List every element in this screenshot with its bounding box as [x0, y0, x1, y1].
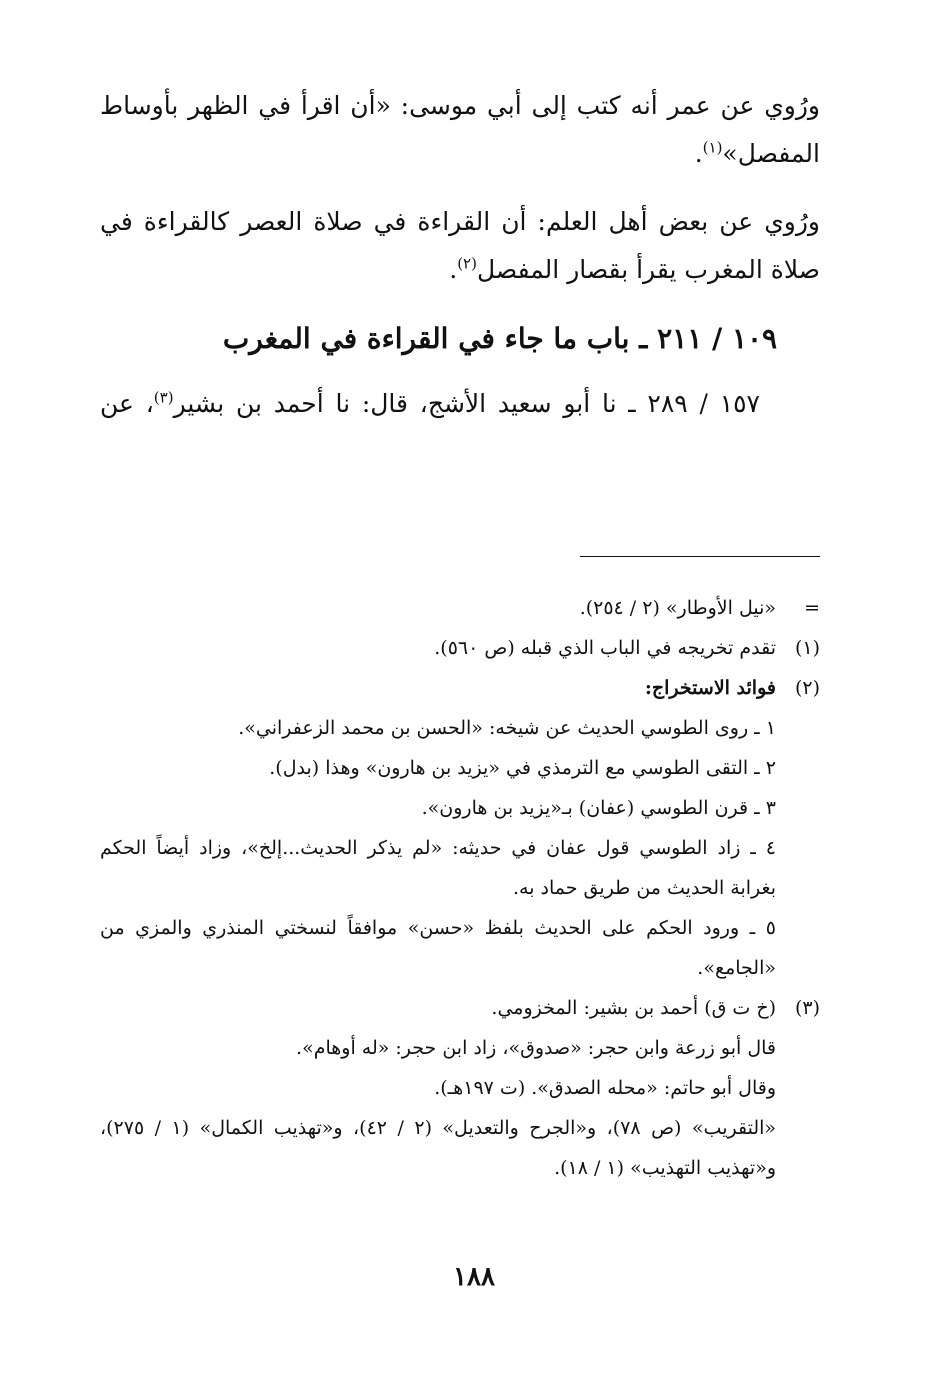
footnotes — [100, 588, 820, 1188]
hadith-opening — [100, 380, 820, 428]
footnote-2-number: (٢) — [794, 677, 820, 699]
paragraph-1-text: ورُوي عن عمر أنه كتب إلى أبي موسى: «أن اقرأ في الظهر بأوساط المفصل» — [100, 91, 820, 168]
continuation-text: «نيل الأوطار» (٢ / ٢٥٤). — [579, 597, 776, 619]
footnote-2-title: فوائد الاستخراج: — [644, 677, 776, 699]
footnote-1-text: تقدم تخريجه في الباب الذي قبله (ص ٥٦٠). — [434, 637, 776, 659]
hadith-tail: ، عن — [100, 389, 154, 418]
footnote-3-line-1: (خ ت ق) أحمد بن بشير: المخزومي. — [491, 997, 776, 1019]
footnote-1-number: (١) — [794, 637, 820, 659]
footnote-2-item-4 — [100, 828, 820, 908]
footnote-3-line-4: «التقريب» (ص ٧٨)، و«الجرح والتعديل» (٢ / ٤٢)، و«تهذيب الكمال» (١ / ٢٧٥)، و«تهذيب التهذيب» (١ / ١٨). — [100, 1117, 777, 1179]
footnote-2-item-4-text: ٤ ـ زاد الطوسي قول عفان في حديثه: «لم يذكر الحديث...إلخ»، وزاد أيضاً الحكم بغرابة الحديث من طريق حماد به. — [100, 837, 776, 899]
paragraph-1 — [100, 82, 820, 178]
paragraph-2-end: . — [449, 255, 458, 284]
footnote-separator — [580, 556, 820, 557]
main-text — [100, 82, 820, 428]
footnote-3-line-2: قال أبو زرعة وابن حجر: «صدوق»، زاد ابن حجر: «له أوهام». — [296, 1037, 776, 1059]
footnote-ref-2: (٢) — [457, 254, 477, 273]
footnote-continuation — [100, 588, 820, 628]
footnote-3 — [100, 988, 820, 1028]
continuation-mark: = — [804, 597, 820, 619]
footnote-1 — [100, 628, 820, 668]
footnote-3-line-3: وقال أبو حاتم: «محله الصدق». (ت ١٩٧هـ). — [434, 1077, 776, 1099]
footnote-2 — [100, 668, 820, 708]
paragraph-2 — [100, 198, 820, 294]
footnote-2-item-2: ٢ ـ التقى الطوسي مع الترمذي في «يزيد بن هارون» وهذا (بدل). — [269, 757, 776, 779]
footnote-2-item-3: ٣ ـ قرن الطوسي (عفان) بـ«يزيد بن هارون». — [421, 797, 776, 819]
footnote-2-item-5 — [100, 908, 820, 988]
footnote-ref-3: (٣) — [153, 388, 174, 407]
hadith-text: ١٥٧ / ٢٨٩ ـ نا أبو سعيد الأشج، قال: نا أحمد بن بشير — [173, 389, 760, 418]
footnote-2-item-1: ١ ـ روى الطوسي الحديث عن شيخه: «الحسن بن محمد الزعفراني». — [238, 717, 776, 739]
paragraph-2-text: ورُوي عن بعض أهل العلم: أن القراءة في صلاة العصر كالقراءة في صلاة المغرب يقرأ بقصار المفصل — [100, 207, 820, 284]
paragraph-1-end: . — [694, 139, 703, 168]
chapter-heading: ١٠٩ / ٢١١ ـ باب ما جاء في القراءة في المغرب — [222, 322, 778, 355]
footnote-3-number: (٣) — [794, 997, 820, 1019]
footnote-2-item-5-text: ٥ ـ ورود الحكم على الحديث بلفظ «حسن» موافقاً لنسختي المنذري والمزي من «الجامع». — [100, 917, 776, 979]
footnote-ref-1: (١) — [702, 138, 723, 157]
page-number: ١٨٨ — [453, 1262, 495, 1292]
